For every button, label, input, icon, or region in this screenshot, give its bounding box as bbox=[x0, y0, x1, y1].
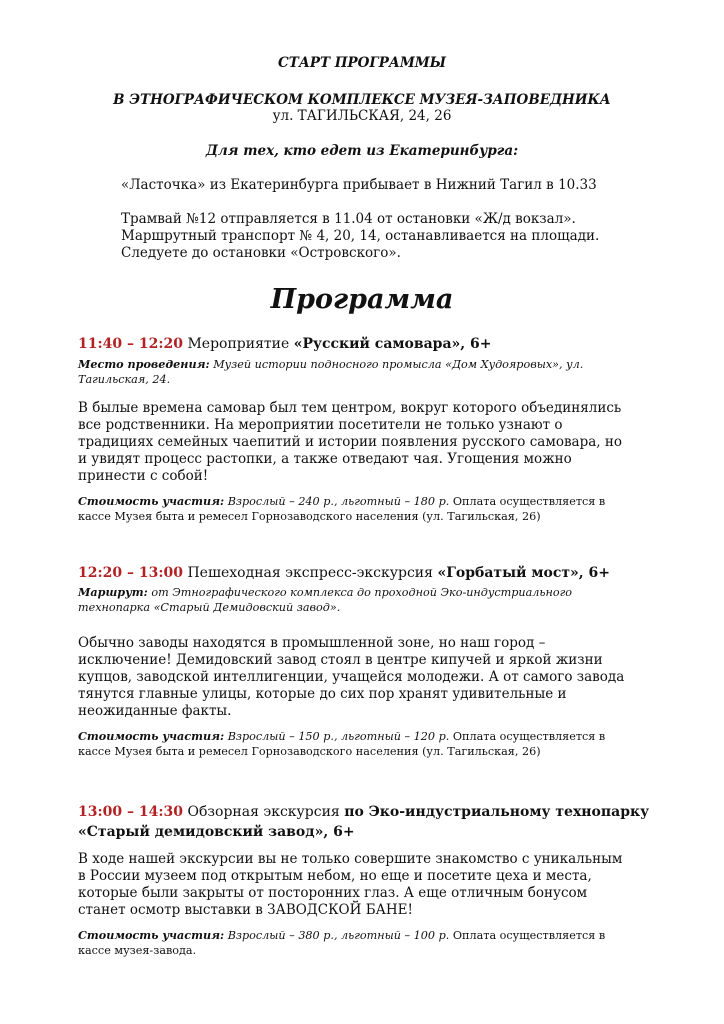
event-cost bbox=[78, 928, 678, 958]
desc-line: неожиданные факты. bbox=[78, 703, 232, 719]
event-type: Мероприятие bbox=[187, 336, 290, 352]
event-route bbox=[78, 585, 678, 615]
route-label: Маршрут: bbox=[78, 585, 148, 599]
event-time: 13:00 – 14:30 bbox=[78, 804, 184, 820]
desc-line: в России музеем под открытым небом, но еще и посетите цеха и места, bbox=[78, 868, 592, 884]
cost-payment: Оплата осуществляется в bbox=[452, 495, 606, 508]
event-name-cont: «Старый демидовский завод» bbox=[78, 824, 324, 840]
event-cost bbox=[78, 494, 678, 524]
route-value-cont: технопарка «Старый Демидовский завод». bbox=[78, 601, 341, 614]
route-value: от Этнографического комплекса до проходной Эко-индустриального bbox=[151, 586, 573, 599]
desc-line: Обычно заводы находятся в промышленной зоне, но наш город – bbox=[78, 635, 546, 651]
desc-line: которые были закрыты от посторонних глаз. А еще отличным бонусом bbox=[78, 885, 588, 901]
cost-payment: Оплата осуществляется в bbox=[452, 730, 606, 743]
desc-line: и увидят процесс растопки, а также отведают чая. Угощения можно bbox=[78, 451, 572, 467]
event-demidov-zavod bbox=[78, 802, 678, 958]
event-heading bbox=[78, 802, 678, 842]
event-gorbaty-most bbox=[78, 565, 678, 759]
desc-line: принести с собой! bbox=[78, 468, 209, 484]
header-start-program: СТАРТ ПРОГРАММЫ bbox=[278, 55, 446, 71]
event-age: , 6+ bbox=[460, 336, 492, 352]
event-heading bbox=[78, 565, 678, 582]
event-time: 12:20 – 13:00 bbox=[78, 565, 184, 581]
tram-line: Трамвай №12 отправляется в 11.04 от остановки «Ж/д вокзал». bbox=[121, 211, 576, 227]
event-time: 11:40 – 12:20 bbox=[78, 336, 184, 352]
event-cost bbox=[78, 729, 678, 759]
desc-line: станет осмотр выставки в ЗАВОДСКОЙ БАНЕ! bbox=[78, 902, 413, 918]
event-description bbox=[78, 635, 678, 720]
ekb-heading: Для тех, кто едет из Екатеринбурга: bbox=[205, 143, 519, 159]
event-name: «Горбатый мост», 6+ bbox=[437, 565, 611, 581]
stop-line: Следуете до остановки «Островского». bbox=[121, 245, 401, 261]
event-description bbox=[78, 400, 678, 485]
desc-line: тянутся главные улицы, которые до сих пор хранят удивительные и bbox=[78, 686, 567, 702]
cost-label: Стоимость участия: bbox=[78, 928, 225, 942]
transport-info bbox=[121, 211, 711, 262]
cost-prices: Взрослый – 150 р., льготный – 120 р. bbox=[227, 730, 450, 743]
desc-line: купцов, заводской интеллигенции, учащейся молодежи. А от самого завода bbox=[78, 669, 625, 685]
cost-prices: Взрослый – 240 р., льготный – 180 р. bbox=[227, 495, 450, 508]
cost-label: Стоимость участия: bbox=[78, 494, 225, 508]
cost-payment: Оплата осуществляется в bbox=[452, 929, 606, 942]
cost-payment-cont: кассе Музея быта и ремесел Горнозаводского населения (ул. Тагильская, 26) bbox=[78, 510, 541, 523]
desc-line: традициях семейных чаепитий и истории появления русского самовара, но bbox=[78, 434, 623, 450]
desc-line: В ходе нашей экскурсии вы не только совершите знакомство с уникальным bbox=[78, 851, 623, 867]
place-value: Музей истории подносного промысла «Дом Худояровых», ул. bbox=[213, 358, 584, 371]
event-samovar bbox=[78, 336, 678, 524]
header-address: ул. ТАГИЛЬСКАЯ, 24, 26 bbox=[272, 108, 452, 124]
cost-payment-cont: кассе музея-завода. bbox=[78, 944, 197, 957]
event-name: «Русский самовара» bbox=[293, 336, 461, 352]
program-title: Программа bbox=[270, 284, 454, 315]
cost-prices: Взрослый – 380 р., льготный – 100 р. bbox=[227, 929, 450, 942]
desc-line: исключение! Демидовский завод стоял в центре кипучей и яркой жизни bbox=[78, 652, 603, 668]
desc-line: все родственники. На мероприятии посетители не только узнают о bbox=[78, 417, 563, 433]
cost-payment-cont: кассе Музея быта и ремесел Горнозаводского населения (ул. Тагильская, 26) bbox=[78, 745, 541, 758]
event-name: по Эко-индустриальному технопарку bbox=[344, 804, 650, 820]
event-place bbox=[78, 357, 678, 387]
cost-label: Стоимость участия: bbox=[78, 729, 225, 743]
event-type: Пешеходная экспресс-экскурсия bbox=[187, 565, 433, 581]
desc-line: В былые времена самовар был тем центром, вокруг которого объединялись bbox=[78, 400, 622, 416]
lastochka-info: «Ласточка» из Екатеринбурга прибывает в Нижний Тагил в 10.33 bbox=[121, 177, 597, 193]
header-ethno-complex: В ЭТНОГРАФИЧЕСКОМ КОМПЛЕКСЕ МУЗЕЯ-ЗАПОВЕДНИКА bbox=[113, 92, 611, 108]
place-label: Место проведения: bbox=[78, 357, 210, 371]
event-description bbox=[78, 851, 678, 919]
event-heading bbox=[78, 336, 678, 353]
minibus-line: Маршрутный транспорт № 4, 20, 14, останавливается на площади. bbox=[121, 228, 600, 244]
event-age: , 6+ bbox=[323, 824, 355, 840]
event-type: Обзорная экскурсия bbox=[187, 804, 340, 820]
place-value-cont: Тагильская, 24. bbox=[78, 373, 171, 386]
